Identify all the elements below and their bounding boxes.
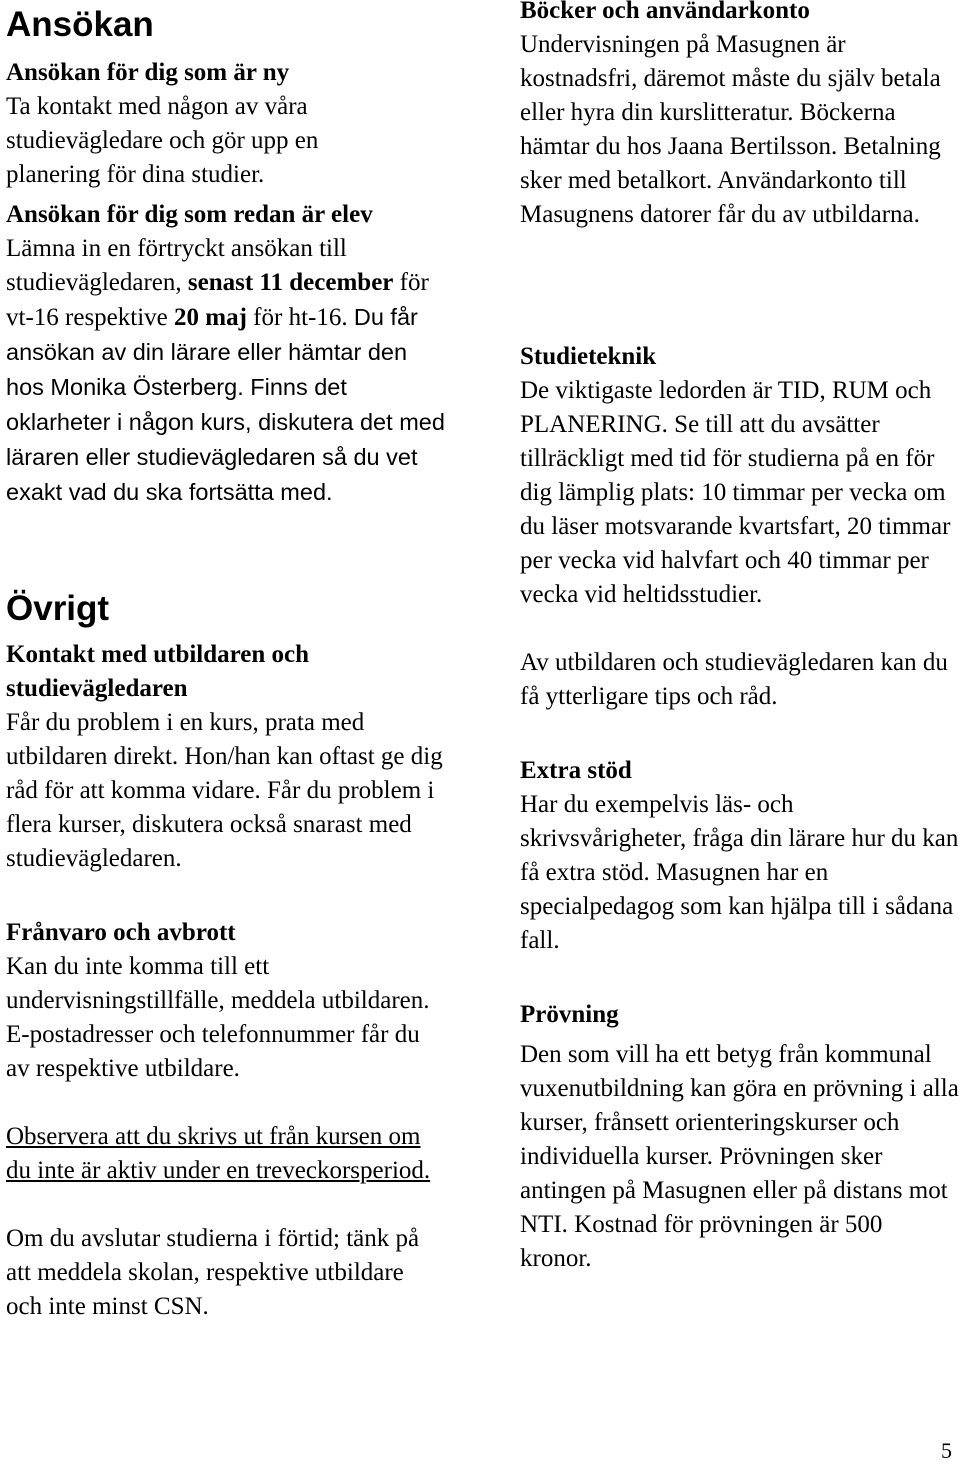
heading-contact: Kontakt med utbildaren och studievägledaren bbox=[6, 641, 310, 702]
heading-absence: Frånvaro och avbrott bbox=[6, 919, 236, 946]
text-exam: Den som vill ha ett betyg från kommunal vuxenutbildning kan göra en prövning i alla kurser, frånsett orienteringskurser och individuella kurser. Prövningen sker antingen på Masugnen eller på distans mot NTI. Kostnad för prövningen är 500 kronor. bbox=[520, 1041, 959, 1272]
text-extra-support: Har du exempelvis läs- och skrivsvårigheter, fråga din lärare hur du kan få extra stöd. Masugnen har en specialpedagog som kan hjälpa till i sådana fall. bbox=[520, 791, 959, 954]
heading-ansokan: Ansökan bbox=[6, 5, 154, 44]
text-absence-end: Om du avslutar studierna i förtid; tänk på att meddela skolan, respektive utbildare och inte minst CSN. bbox=[6, 1225, 420, 1320]
text-existing-student bbox=[6, 232, 451, 510]
heading-exam: Prövning bbox=[520, 1001, 619, 1028]
text-existing-b: för vt-16 respektive bbox=[6, 269, 429, 331]
heading-ovrigt: Övrigt bbox=[6, 589, 110, 628]
heading-existing-student: Ansökan för dig som redan är elev bbox=[6, 201, 373, 228]
text-new-applicant: Ta kontakt med någon av våra studievägledare och gör upp en planering för dina studier. bbox=[6, 93, 319, 188]
heading-books: Böcker och användarkonto bbox=[520, 0, 810, 24]
text-existing-c: för ht-16. bbox=[246, 304, 354, 331]
text-study-technique: De viktigaste ledorden är TID, RUM och PLANERING. Se till att du avsätter tillräckligt med tid för studierna på en för dig lämplig plats: 10 timmar per vecka om du läser motsvarande kvartsfart, 20 timmar per vecka vid halvfart och 40 timmar per vecka vid heltidsstudier. bbox=[520, 377, 951, 608]
text-absence: Kan du inte komma till ett undervisningstillfälle, meddela utbildaren. E-postadresser och telefonnummer får du av respektive utbildare. bbox=[6, 953, 430, 1082]
text-existing-a: Lämna in en förtryckt ansökan till studievägledaren, bbox=[6, 235, 347, 296]
heading-study-technique: Studieteknik bbox=[520, 343, 657, 370]
text-absence-warning: Observera att du skrivs ut från kursen om du inte är aktiv under en treveckorsperiod. bbox=[6, 1123, 431, 1184]
text-contact: Får du problem i en kurs, prata med utbildaren direkt. Hon/han kan oftast ge dig råd för att komma vidare. Får du problem i flera kurser, diskutera också snarast med studievägledaren. bbox=[6, 709, 443, 872]
page-number: 5 bbox=[941, 1438, 952, 1463]
heading-extra-support: Extra stöd bbox=[520, 757, 632, 784]
text-books: Undervisningen på Masugnen är kostnadsfri, däremot måste du själv betala eller hyra din kurslitteratur. Böckerna hämtar du hos Jaana Bertilsson. Betalning sker med betalkort. Användarkonto till Masugnens datorer får du av utbildarna. bbox=[520, 31, 941, 228]
deadline-ht: senast 11 december bbox=[187, 269, 394, 296]
heading-new-applicant: Ansökan för dig som är ny bbox=[6, 59, 290, 86]
text-existing-sans: Du får ansökan av din lärare eller hämtar den hos Monika Österberg. Finns det oklarheter i någon kurs, diskutera det med läraren eller studievägledaren så du vet exakt vad du ska fortsätta med. bbox=[6, 304, 445, 505]
deadline-vt: 20 maj bbox=[174, 304, 247, 331]
text-study-technique-2: Av utbildaren och studievägledaren kan du få ytterligare tips och råd. bbox=[520, 649, 948, 710]
